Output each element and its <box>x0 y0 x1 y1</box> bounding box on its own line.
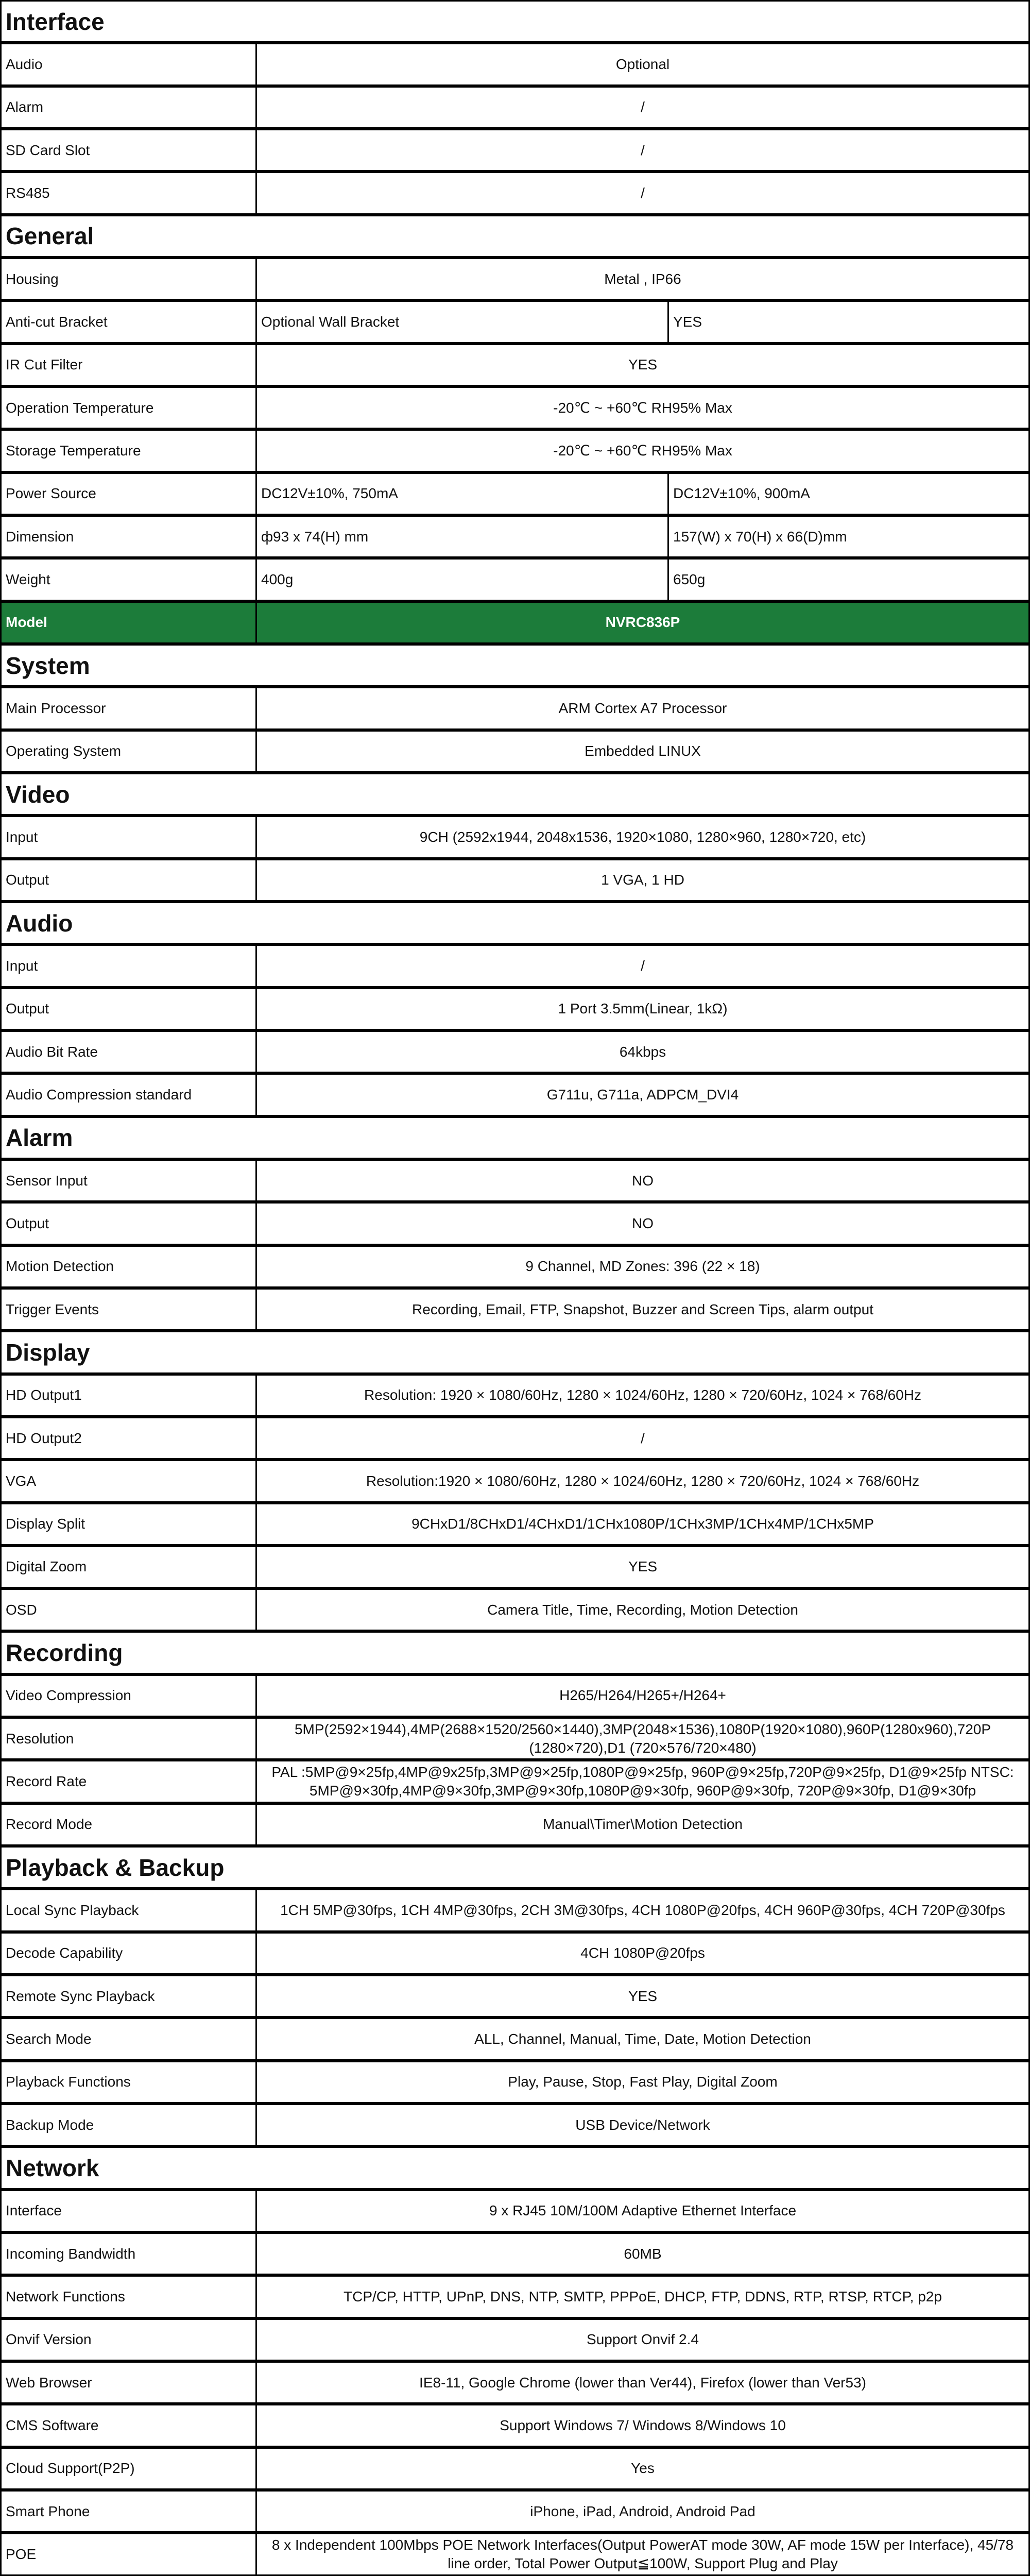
spec-row-output <box>0 859 1030 902</box>
spec-label: Weight <box>0 558 255 601</box>
spec-label: SD Card Slot <box>0 129 255 172</box>
spec-label: Digital Zoom <box>0 1546 255 1588</box>
section-header-general <box>0 215 1030 258</box>
section-title: Audio <box>0 902 1030 944</box>
spec-label: Input <box>0 816 255 858</box>
spec-label: Audio <box>0 43 255 86</box>
section-header-interface <box>0 0 1030 43</box>
spec-label: HD Output1 <box>0 1374 255 1417</box>
spec-label: Onvif Version <box>0 2318 255 2361</box>
spec-label: RS485 <box>0 172 255 214</box>
spec-value: G711u, G711a, ADPCM_DVI4 <box>255 1073 1030 1116</box>
spec-label: Interface <box>0 2190 255 2232</box>
spec-value-2: YES <box>667 300 1030 343</box>
spec-value: NVRC836P <box>255 601 1030 644</box>
spec-label: VGA <box>0 1460 255 1502</box>
spec-value: 9 Channel, MD Zones: 396 (22 × 18) <box>255 1245 1030 1288</box>
spec-row-playback-functions <box>0 2061 1030 2104</box>
spec-label: Resolution <box>0 1717 255 1760</box>
spec-row-ir-cut-filter <box>0 344 1030 386</box>
spec-row-osd <box>0 1588 1030 1631</box>
spec-value-2: DC12V±10%, 900mA <box>667 472 1030 515</box>
spec-value: YES <box>255 1975 1030 2018</box>
model-row-model <box>0 601 1030 644</box>
spec-label: Remote Sync Playback <box>0 1975 255 2018</box>
spec-label: Web Browser <box>0 2361 255 2404</box>
spec-row-power-source <box>0 472 1030 515</box>
section-title: Recording <box>0 1631 1030 1674</box>
spec-value: iPhone, iPad, Android, Android Pad <box>255 2490 1030 2533</box>
section-title: Display <box>0 1331 1030 1374</box>
spec-row-hd-output2 <box>0 1417 1030 1460</box>
spec-value: 8 x Independent 100Mbps POE Network Interfaces(Output PowerAT mode 30W, AF mode 15W per Interface), 45/78 line order, Total Power Output≦100W, Support Plug and Play <box>255 2533 1030 2575</box>
spec-value: Optional <box>255 43 1030 86</box>
spec-value: 1 VGA, 1 HD <box>255 859 1030 902</box>
spec-value: / <box>255 172 1030 214</box>
spec-row-video-compression <box>0 1674 1030 1717</box>
spec-value: -20℃ ~ +60℃ RH95% Max <box>255 386 1030 429</box>
spec-row-audio-bit-rate <box>0 1030 1030 1073</box>
spec-value: ALL, Channel, Manual, Time, Date, Motion Detection <box>255 2018 1030 2060</box>
section-header-alarm <box>0 1116 1030 1159</box>
spec-row-operation-temperature <box>0 386 1030 429</box>
spec-label: POE <box>0 2533 255 2575</box>
section-title: Network <box>0 2146 1030 2189</box>
spec-label: Smart Phone <box>0 2490 255 2533</box>
spec-row-sensor-input <box>0 1159 1030 1202</box>
spec-row-record-rate <box>0 1760 1030 1803</box>
spec-label: Audio Compression standard <box>0 1073 255 1116</box>
spec-value: YES <box>255 1546 1030 1588</box>
spec-value-2: 650g <box>667 558 1030 601</box>
spec-label: Trigger Events <box>0 1288 255 1331</box>
section-header-network <box>0 2146 1030 2189</box>
spec-value: ARM Cortex A7 Processor <box>255 687 1030 730</box>
spec-value-1: ф93 x 74(H) mm <box>255 515 667 558</box>
spec-value: Manual\Timer\Motion Detection <box>255 1803 1030 1846</box>
spec-row-backup-mode <box>0 2104 1030 2146</box>
spec-value: Support Windows 7/ Windows 8/Windows 10 <box>255 2404 1030 2447</box>
section-header-system <box>0 644 1030 687</box>
spec-row-output <box>0 988 1030 1030</box>
spec-label: Model <box>0 601 255 644</box>
spec-value: 4CH 1080P@20fps <box>255 1932 1030 1975</box>
spec-value-1: DC12V±10%, 750mA <box>255 472 667 515</box>
section-header-video <box>0 773 1030 816</box>
section-title: System <box>0 644 1030 687</box>
spec-label: Cloud Support(P2P) <box>0 2447 255 2490</box>
spec-label: IR Cut Filter <box>0 344 255 386</box>
spec-label: Audio Bit Rate <box>0 1030 255 1073</box>
spec-label: Housing <box>0 258 255 300</box>
spec-value: PAL :5MP@9×25fp,4MP@9x25fp,3MP@9×25fp,1080P@9×25fp, 960P@9×25fp,720P@9×25fp, D1@9×25fp NTSC: 5MP@9×30fp,4MP@9×30fp,3MP@9×30fp,1080P@9×30fp, 960P@9×30fp, 720P@9×30fp, D1@9×30fp <box>255 1760 1030 1803</box>
spec-label: Local Sync Playback <box>0 1889 255 1931</box>
section-header-audio <box>0 902 1030 944</box>
spec-value-2: 157(W) x 70(H) x 66(D)mm <box>667 515 1030 558</box>
spec-label: Output <box>0 1202 255 1245</box>
spec-value-1: 400g <box>255 558 667 601</box>
spec-value: Metal , IP66 <box>255 258 1030 300</box>
spec-label: Motion Detection <box>0 1245 255 1288</box>
spec-row-storage-temperature <box>0 429 1030 472</box>
spec-label: HD Output2 <box>0 1417 255 1460</box>
spec-label: Power Source <box>0 472 255 515</box>
spec-value: IE8-11, Google Chrome (lower than Ver44), Firefox (lower than Ver53) <box>255 2361 1030 2404</box>
spec-value-1: Optional Wall Bracket <box>255 300 667 343</box>
spec-label: Playback Functions <box>0 2061 255 2104</box>
spec-row-alarm <box>0 86 1030 129</box>
spec-value: 1 Port 3.5mm(Linear, 1kΩ) <box>255 988 1030 1030</box>
spec-label: Record Mode <box>0 1803 255 1846</box>
spec-label: Storage Temperature <box>0 429 255 472</box>
spec-row-interface <box>0 2190 1030 2232</box>
spec-value: Play, Pause, Stop, Fast Play, Digital Zoom <box>255 2061 1030 2104</box>
spec-row-weight <box>0 558 1030 601</box>
spec-label: Output <box>0 859 255 902</box>
spec-row-record-mode <box>0 1803 1030 1846</box>
spec-row-display-split <box>0 1503 1030 1546</box>
spec-row-input <box>0 816 1030 858</box>
spec-value: / <box>255 1417 1030 1460</box>
spec-row-sd-card-slot <box>0 129 1030 172</box>
spec-value: -20℃ ~ +60℃ RH95% Max <box>255 429 1030 472</box>
spec-row-remote-sync-playback <box>0 1975 1030 2018</box>
spec-label: Input <box>0 944 255 987</box>
spec-row-incoming-bandwidth <box>0 2232 1030 2275</box>
spec-label: Backup Mode <box>0 2104 255 2146</box>
spec-row-onvif-version <box>0 2318 1030 2361</box>
spec-value: Recording, Email, FTP, Snapshot, Buzzer and Screen Tips, alarm output <box>255 1288 1030 1331</box>
spec-row-housing <box>0 258 1030 300</box>
spec-value: 64kbps <box>255 1030 1030 1073</box>
spec-label: Operating System <box>0 730 255 773</box>
spec-row-anti-cut-bracket <box>0 300 1030 343</box>
spec-value: Resolution: 1920 × 1080/60Hz, 1280 × 1024/60Hz, 1280 × 720/60Hz, 1024 × 768/60Hz <box>255 1374 1030 1417</box>
spec-label: Record Rate <box>0 1760 255 1803</box>
spec-label: Alarm <box>0 86 255 129</box>
spec-label: Search Mode <box>0 2018 255 2060</box>
spec-row-output <box>0 1202 1030 1245</box>
spec-row-poe <box>0 2533 1030 2575</box>
spec-row-main-processor <box>0 687 1030 730</box>
section-title: Video <box>0 773 1030 816</box>
spec-label: OSD <box>0 1588 255 1631</box>
spec-value: NO <box>255 1202 1030 1245</box>
spec-label: CMS Software <box>0 2404 255 2447</box>
spec-row-resolution <box>0 1717 1030 1760</box>
spec-value: / <box>255 944 1030 987</box>
spec-value: Embedded LINUX <box>255 730 1030 773</box>
section-header-playback-backup <box>0 1846 1030 1889</box>
section-title: Interface <box>0 0 1030 43</box>
section-title: Playback & Backup <box>0 1846 1030 1889</box>
spec-label: Sensor Input <box>0 1159 255 1202</box>
spec-label: Operation Temperature <box>0 386 255 429</box>
spec-row-hd-output1 <box>0 1374 1030 1417</box>
spec-label: Video Compression <box>0 1674 255 1717</box>
spec-label: Decode Capability <box>0 1932 255 1975</box>
spec-label: Incoming Bandwidth <box>0 2232 255 2275</box>
spec-row-network-functions <box>0 2275 1030 2318</box>
spec-label: Main Processor <box>0 687 255 730</box>
spec-label: Anti-cut Bracket <box>0 300 255 343</box>
spec-value: / <box>255 129 1030 172</box>
spec-row-decode-capability <box>0 1932 1030 1975</box>
spec-value: Camera Title, Time, Recording, Motion Detection <box>255 1588 1030 1631</box>
spec-row-rs485 <box>0 172 1030 214</box>
spec-value: 9CH (2592x1944, 2048x1536, 1920×1080, 1280×960, 1280×720, etc) <box>255 816 1030 858</box>
section-header-recording <box>0 1631 1030 1674</box>
spec-row-input <box>0 944 1030 987</box>
spec-value: H265/H264/H265+/H264+ <box>255 1674 1030 1717</box>
spec-value: 9CHxD1/8CHxD1/4CHxD1/1CHx1080P/1CHx3MP/1CHx4MP/1CHx5MP <box>255 1503 1030 1546</box>
section-title: General <box>0 215 1030 258</box>
spec-row-local-sync-playback <box>0 1889 1030 1931</box>
spec-row-cloud-support-p2p <box>0 2447 1030 2490</box>
section-title: Alarm <box>0 1116 1030 1159</box>
spec-label: Output <box>0 988 255 1030</box>
spec-label: Network Functions <box>0 2275 255 2318</box>
spec-label: Dimension <box>0 515 255 558</box>
spec-value: 1CH 5MP@30fps, 1CH 4MP@30fps, 2CH 3M@30fps, 4CH 1080P@20fps, 4CH 960P@30fps, 4CH 720P@30fps <box>255 1889 1030 1931</box>
spec-row-operating-system <box>0 730 1030 773</box>
spec-value: Resolution:1920 × 1080/60Hz, 1280 × 1024/60Hz, 1280 × 720/60Hz, 1024 × 768/60Hz <box>255 1460 1030 1502</box>
spec-label: Display Split <box>0 1503 255 1546</box>
spec-row-dimension <box>0 515 1030 558</box>
spec-value: 9 x RJ45 10M/100M Adaptive Ethernet Interface <box>255 2190 1030 2232</box>
spec-row-audio-compression-standard <box>0 1073 1030 1116</box>
spec-value: USB Device/Network <box>255 2104 1030 2146</box>
spec-value: Yes <box>255 2447 1030 2490</box>
spec-row-search-mode <box>0 2018 1030 2060</box>
spec-value: NO <box>255 1159 1030 1202</box>
spec-row-web-browser <box>0 2361 1030 2404</box>
spec-value: 60MB <box>255 2232 1030 2275</box>
spec-row-vga <box>0 1460 1030 1502</box>
spec-value: TCP/CP, HTTP, UPnP, DNS, NTP, SMTP, PPPoE, DHCP, FTP, DDNS, RTP, RTSP, RTCP, p2p <box>255 2275 1030 2318</box>
spec-value: 5MP(2592×1944),4MP(2688×1520/2560×1440),3MP(2048×1536),1080P(1920×1080),960P(1280x960),720P (1280×720),D1 (720×576/720×480) <box>255 1717 1030 1760</box>
spec-row-audio <box>0 43 1030 86</box>
spec-value: Support Onvif 2.4 <box>255 2318 1030 2361</box>
spec-row-digital-zoom <box>0 1546 1030 1588</box>
spec-value: YES <box>255 344 1030 386</box>
section-header-display <box>0 1331 1030 1374</box>
spec-row-cms-software <box>0 2404 1030 2447</box>
spec-value: / <box>255 86 1030 129</box>
spec-row-trigger-events <box>0 1288 1030 1331</box>
spec-row-smart-phone <box>0 2490 1030 2533</box>
spec-row-motion-detection <box>0 1245 1030 1288</box>
